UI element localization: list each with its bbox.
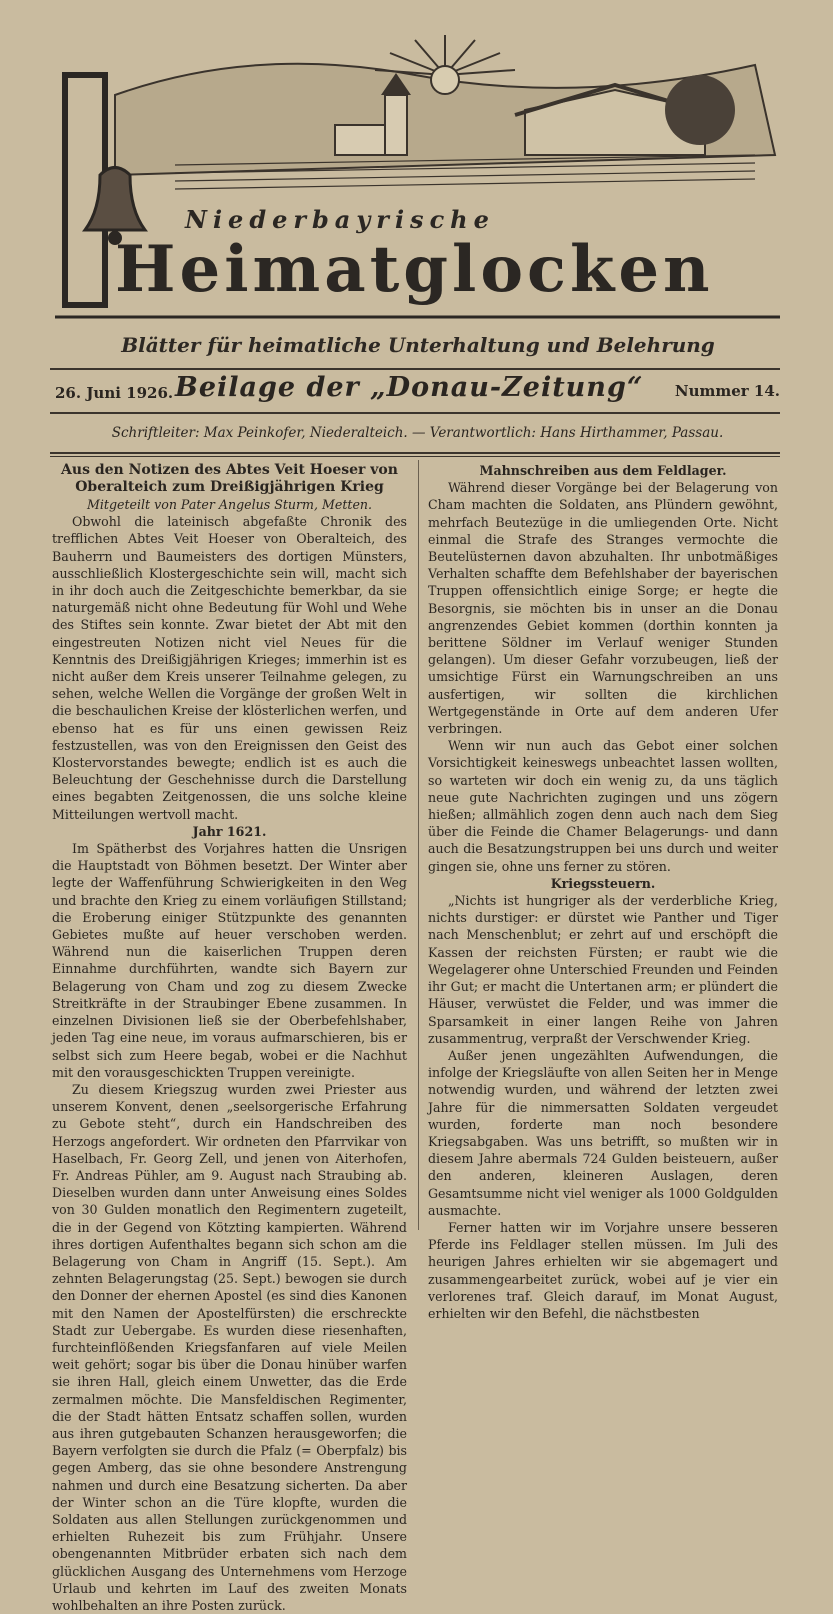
divider: [50, 412, 780, 414]
article-byline: Mitgeteilt von Pater Angelus Sturm, Metten.: [86, 497, 373, 512]
paragraph: Ferner hatten wir im Vorjahre unsere besseren Pferde ins Feldlager stellen müssen. Im Juli des heurigen Jahres erhielten wir sie abgemagert und zusammengearbeitet zurück, wobei auf je vier ein verlorenes traf. Gleich darauf, im Monat August, erhielten wir den Befehl, die nächstbesten: [428, 1219, 778, 1321]
paragraph: Obwohl die lateinisch abgefaßte Chronik des trefflichen Abtes Veit Hoeser von Oberalteich, des Bauherrn und Baumeisters des dortigen Münsters, ausschließlich Klostergeschichte sein will, macht sich in ihr doch auch die Zeitgeschichte bemerkbar, da sie naturgemäß nicht ohne Bedeutung für Wohl und Wehe des Stiftes sein konnte. Zwar bietet der Abt mit den eingestreuten Notizen nicht viel Neues für die Kenntnis des Dreißigjährigen Krieges; immerhin ist es nicht außer dem Kreis unserer Teilnahme gelegen, zu sehen, welche Wellen die Vorgänge der großen Welt in die beschaulichen Kreise der klösterlichen werfen, und ebenso hat es für uns einen gewissen Reiz festzustellen, was von den Ereignissen den Geist des Klostervorstandes bewegte; endlich ist es auch die Beleuchtung der Geschehnisse durch die Darstellung eines begabten Zeitgenossen, die uns solche kleine Mitteilungen wertvoll macht.: [52, 514, 407, 822]
divider: [50, 368, 780, 370]
paragraph: Im Spätherbst des Vorjahres hatten die Unsrigen die Hauptstadt von Böhmen besetzt. Der Winter aber legte der Waffenführung Schwierigkeiten in den Weg und brachte den Krieg zu einem vorläufigen Stillstand; die Eroberung einiger Stützpunkte des genannten Gebietes mußte auf heuer verschoben werden. Während nun die kaiserlichen Truppen deren Einnahme durchführten, wandte sich Bayern zur Belagerung von Cham und zog zu diesem Zwecke Streitkräfte in der Straubinger Ebene zusammen. In einzelnen Divisionen ließ sie der Oberbefehlshaber, jeden Tag eine neue, im voraus aufmarschieren, bis er selbst sich zum Heere begab, wobei er die Nachhut mit den vorausgeschickten Truppen vereinigte.: [52, 841, 407, 1080]
divider: [50, 452, 780, 454]
paragraph: Außer jenen ungezählten Aufwendungen, die infolge der Kriegsläufte von allen Seiten her in Menge notwendig wurden, und während der letzten zwei Jahre für die nimmersatten Soldaten vergeudet wurden, forderte man noch besondere Kriegsabgaben. Was uns betrifft, so mußten wir in diesem Jahre abermals 724 Gulden beisteuern, außer den anderen, kleineren Auslagen, deren Gesamtsumme nicht viel weniger als 1000 Goldgulden ausmachte.: [428, 1047, 778, 1218]
column-left: [52, 462, 407, 1614]
masthead-title-line1: Niederbayrische: [185, 205, 495, 234]
column-right: [428, 462, 778, 1322]
paragraph: Wenn wir nun auch das Gebot einer solchen Vorsichtigkeit keineswegs unbeachtet lassen wollten, so warteten wir doch ein wenig zu, da uns täglich neue gute Nachrichten zugingen und uns zögern hießen; allmählich zogen denn auch nach dem Sieg über die Feinde die Chamer Belagerungs- und dann auch die Besatzungstruppen bei uns durch und weiter gingen sie, ohne uns ferner zu stören.: [428, 738, 778, 874]
paragraph: Zu diesem Kriegszug wurden zwei Priester aus unserem Konvent, denen „seelsorgerische Erfahrung zu Gebote steht“, durch ein Handschreiben des Herzogs angefordert. Wir ordneten den Pfarrvikar von Haselbach, Fr. Georg Zell, und jenen von Aiterhofen, Fr. Andreas Pühler, am 9. August nach Straubing ab. Dieselben wurden dann unter Anweisung eines Soldes von 30 Gulden monatlich den Regimentern zugeteilt, die in der Gegend von Kötzting kampierten. Während ihres dortigen Aufenthaltes begann sich schon am die Belagerung von Cham in Angriff (15. Sept.). Am zehnten Belagerungstag (25. Sept.) bewogen sie durch den Donner der ehernen Apostel (es sind dies Kanonen mit den Namen der Apostelfürsten) die erschreckte Stadt zur Uebergabe. Es wurden diese riesenhaften, furchteinflößenden Kriegsfanfaren auf viele Meilen weit gehört; sogar bis über die Donau hinüber warfen sie ihren Hall, gleich einem Unwetter, das die Erde zermalmen möchte. Die Mansfeldischen Regimenter, die der Stadt hätten Entsatz schaffen sollen, wurden aus ihren gutgebauten Schanzen herausgeworfen; die Bayern verfolgten sie durch die Pfalz (= Oberpfalz) bis gegen Amberg, das sie ohne besondere Anstrengung nahmen und durch eine Besatzung sicherten. Da aber der Winter schon an die Türe klopfte, wurden die Soldaten aus allen Stellungen zurückgenommen und erhielten Ruhezeit bis zum Frühjahr. Unsere obengenannten Mitbrüder erbaten sich nach dem glücklichen Ausgang des Unternehmens vom Herzoge Urlaub und kehrten im Lauf des zweiten Monats wohlbehalten an ihre Posten zurück.: [52, 1081, 407, 1613]
section-heading: Jahr 1621.: [192, 823, 267, 839]
article-title: Aus den Notizen des Abtes Veit Hoeser von Oberalteich zum Dreißigjährigen Krieg: [61, 462, 398, 495]
dateline: [55, 372, 780, 408]
column-divider: [418, 460, 419, 1230]
section-heading: Mahnschreiben aus dem Feldlager.: [479, 463, 727, 478]
divider: [50, 456, 780, 457]
masthead-title-line2: Heimatglocken: [115, 232, 714, 307]
issue-number: Nummer 14.: [674, 382, 780, 400]
editor-credits: Schriftleiter: Max Peinkofer, Niederalteich. — Verantwortlich: Hans Hirthammer, Passau.: [111, 425, 724, 441]
masthead-subtitle: Blätter für heimatliche Unterhaltung und Belehrung: [121, 333, 715, 357]
section-heading: Kriegssteuern.: [550, 875, 656, 891]
supplement-title: Beilage der „Donau-Zeitung“: [175, 372, 644, 403]
masthead: [55, 35, 780, 320]
issue-date: 26. Juni 1926.: [55, 384, 174, 402]
paragraph: „Nichts ist hungriger als der verderbliche Krieg, nichts durstiger: er dürstet wie Panther und Tiger nach Menschenblut; er zehrt auf und erschöpft die Kassen der reichsten Fürsten; er raubt wie die Wegelagerer ohne Unterschied Freunden und Feinden ihr Gut; er macht die Untertanen arm; er plündert die Häuser, verwüstet die Felder, und was immer die Sparsamkeit in einer langen Reihe von Jahren zusammentrug, verpraßt der Verschwender Krieg.: [428, 893, 778, 1046]
paragraph: Während dieser Vorgänge bei der Belagerung von Cham machten die Soldaten, ans Plündern gewöhnt, mehrfach Beutezüge in die umliegenden Orte. Nicht einmal die Strafe des Stranges vermochte die Beutelüsternen davon abzuhalten. Ihr unbotmäßiges Verhalten schaffte dem Befehlshaber der bayerischen Truppen offensichtlich einige Sorge; er hegte die Besorgnis, sie möchten bis in unser an die Donau angrenzendes Gebiet kommen (dorthin konnten ja berittene Söldner im Verlauf weniger Stunden gelangen). Um dieser Gefahr vorzubeugen, ließ der umsichtige Fürst ein Warnungschreiben an uns ausfertigen, wir sollten die kirchlichen Wertgegenstände in Orte auf dem anderen Ufer verbringen.: [428, 480, 778, 737]
